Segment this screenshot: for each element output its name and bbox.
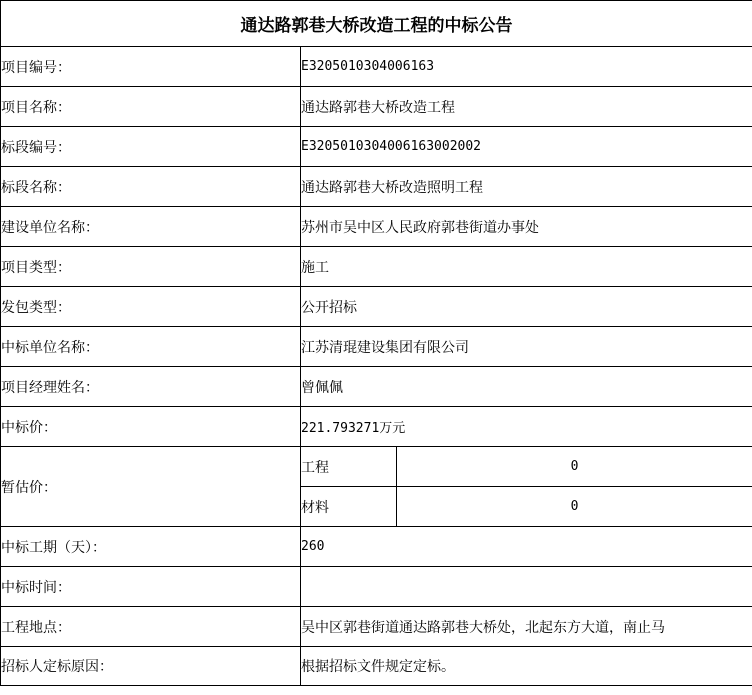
estimate-material-label: 材料 [301, 487, 397, 527]
estimate-engineering-label: 工程 [301, 447, 397, 487]
award-time-label: 中标时间： [1, 567, 301, 607]
winner-value: 江苏清琨建设集团有限公司 [301, 327, 752, 367]
location-value: 吴中区郭巷街道通达路郭巷大桥处，北起东方大道，南止马 [301, 607, 752, 647]
row-reason [1, 647, 752, 686]
award-time-value [301, 567, 752, 607]
estimate-material-value: 0 [397, 487, 752, 527]
section-number-value: E3205010304006163002002 [301, 127, 752, 167]
project-type-value: 施工 [301, 247, 752, 287]
row-duration [1, 527, 752, 567]
contract-type-value: 公开招标 [301, 287, 752, 327]
project-name-label: 项目名称： [1, 87, 301, 127]
bid-price-label: 中标价： [1, 407, 301, 447]
reason-value: 根据招标文件规定定标。 [301, 647, 752, 686]
project-name-value: 通达路郭巷大桥改造工程 [301, 87, 752, 127]
project-number-label: 项目编号： [1, 47, 301, 87]
row-project-number [1, 47, 752, 87]
row-award-time [1, 567, 752, 607]
section-name-label: 标段名称： [1, 167, 301, 207]
estimate-engineering-value: 0 [397, 447, 752, 487]
row-location [1, 607, 752, 647]
contract-type-label: 发包类型： [1, 287, 301, 327]
section-name-value: 通达路郭巷大桥改造照明工程 [301, 167, 752, 207]
duration-label: 中标工期（天）： [1, 527, 301, 567]
row-project-name [1, 87, 752, 127]
manager-label: 项目经理姓名： [1, 367, 301, 407]
section-number-label: 标段编号： [1, 127, 301, 167]
row-winner [1, 327, 752, 367]
row-builder [1, 207, 752, 247]
project-number-value: E3205010304006163 [301, 47, 752, 87]
duration-value: 260 [301, 527, 752, 567]
builder-value: 苏州市吴中区人民政府郭巷街道办事处 [301, 207, 752, 247]
estimate-label: 暂估价： [1, 447, 301, 527]
notice-title: 通达路郭巷大桥改造工程的中标公告 [1, 1, 752, 47]
location-label: 工程地点： [1, 607, 301, 647]
row-section-number [1, 127, 752, 167]
row-bid-price [1, 407, 752, 447]
row-section-name [1, 167, 752, 207]
row-project-type [1, 247, 752, 287]
row-estimate-engineering [1, 447, 752, 487]
project-type-label: 项目类型： [1, 247, 301, 287]
row-contract-type [1, 287, 752, 327]
row-manager [1, 367, 752, 407]
bid-price-value: 221.793271万元 [301, 407, 752, 447]
winner-label: 中标单位名称： [1, 327, 301, 367]
manager-value: 曾佩佩 [301, 367, 752, 407]
builder-label: 建设单位名称： [1, 207, 301, 247]
reason-label: 招标人定标原因： [1, 647, 301, 686]
